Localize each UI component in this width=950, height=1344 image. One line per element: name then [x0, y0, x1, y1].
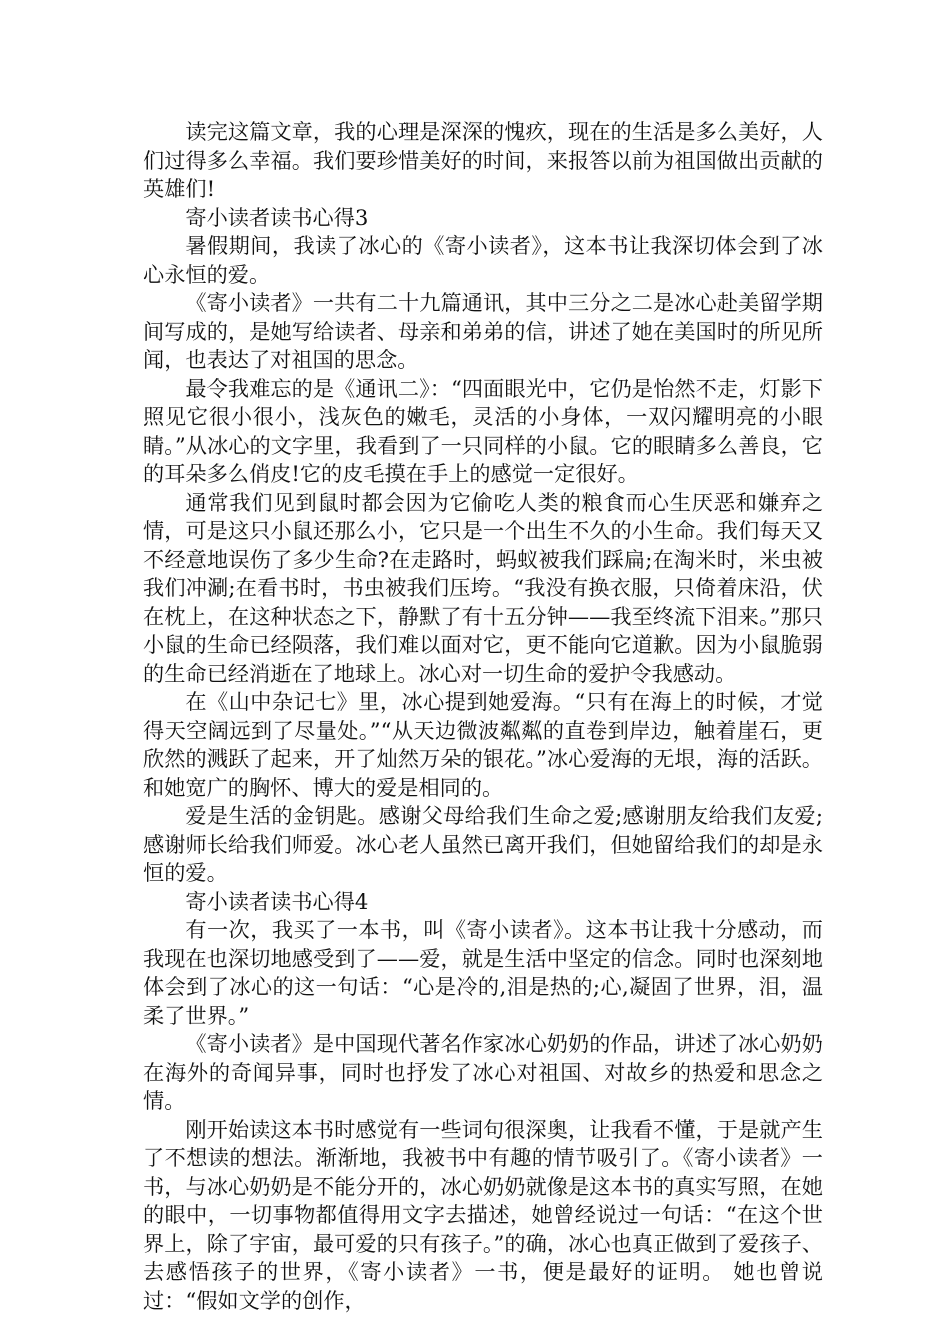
- paragraph: 暑假期间，我读了冰心的《寄小读者》，这本书让我深切体会到了冰心永恒的爱。: [143, 233, 823, 287]
- document-page: [143, 118, 823, 1315]
- paragraph: 最令我难忘的是《通讯二》：“四面眼光中，它仍是怡然不走，灯影下照见它很小很小，浅灰色的嫩毛，灵活的小身体，一双闪耀明亮的小眼睛。”从冰心的文字里，我看到了一只同样的小鼠。它的眼睛多么善良，它的耳朵多么俏皮!它的皮毛摸在手上的感觉一定很好。: [143, 375, 823, 486]
- paragraph: 《寄小读者》一共有二十九篇通讯，其中三分之二是冰心赴美留学期间写成的，是她写给读者、母亲和弟弟的信，讲述了她在美国时的所见所闻，也表达了对祖国的思念。: [143, 290, 823, 372]
- section-heading: 寄小读者读书心得4: [185, 888, 369, 914]
- paragraph: 《寄小读者》是中国现代著名作家冰心奶奶的作品，讲述了冰心奶奶在海外的奇闻异事，同时也抒发了冰心对祖国、对故乡的热爱和思念之情。: [143, 1031, 823, 1113]
- paragraph: 读完这篇文章，我的心理是深深的愧疚，现在的生活是多么美好，人们过得多么幸福。我们要珍惜美好的时间，来报答以前为祖国做出贡献的英雄们!: [143, 119, 823, 201]
- paragraph: 有一次，我买了一本书，叫《寄小读者》。这本书让我十分感动，而我现在也深切地感受到了——爱，就是生活中坚定的信念。同时也深刻地体会到了冰心的这一句话：“心是冷的,泪是热的;心,凝固了世界，泪，温柔了世界。”: [143, 917, 823, 1028]
- section-heading: 寄小读者读书心得3: [185, 204, 369, 230]
- paragraph: 通常我们见到鼠时都会因为它偷吃人类的粮食而心生厌恶和嫌弃之情，可是这只小鼠还那么小，它只是一个出生不久的小生命。我们每天又不经意地误伤了多少生命?在走路时，蚂蚁被我们踩扁;在淘米时，米虫被我们冲涮;在看书时，书虫被我们压垮。“我没有换衣服，只倚着床沿，伏在枕上，在这种状态之下，静默了有十五分钟——我至终流下泪来。”那只小鼠的生命已经陨落，我们难以面对它，更不能向它道歉。因为小鼠脆弱的生命已经消逝在了地球上。冰心对一切生命的爱护令我感动。: [143, 489, 823, 686]
- paragraph: 在《山中杂记七》里，冰心提到她爱海。“只有在海上的时候，才觉得天空阔远到了尽量处。”“从天边微波粼粼的直卷到岸边，触着崖石，更欣然的溅跃了起来，开了灿然万朵的银花。”冰心爱海的无垠，海的活跃。和她宽广的胸怀、博大的爱是相同的。: [143, 689, 823, 800]
- paragraph: 刚开始读这本书时感觉有一些词句很深奥，让我看不懂，于是就产生了不想读的想法。渐渐地，我被书中有趣的情节吸引了。《寄小读者》一书，与冰心奶奶是不能分开的，冰心奶奶就像是这本书的真实写照，在她的眼中，一切事物都值得用文字去描述，她曾经说过一句话：“在这个世界上，除了宇宙，最可爱的只有孩子。”的确，冰心也真正做到了爱孩子、去感悟孩子的世界，《寄小读者》一书，便是最好的证明。 她也曾说过：“假如文学的创作，: [143, 1116, 823, 1313]
- paragraph: 爱是生活的金钥匙。感谢父母给我们生命之爱;感谢朋友给我们友爱;感谢师长给我们师爱。冰心老人虽然已离开我们，但她留给我们的却是永恒的爱。: [143, 803, 823, 885]
